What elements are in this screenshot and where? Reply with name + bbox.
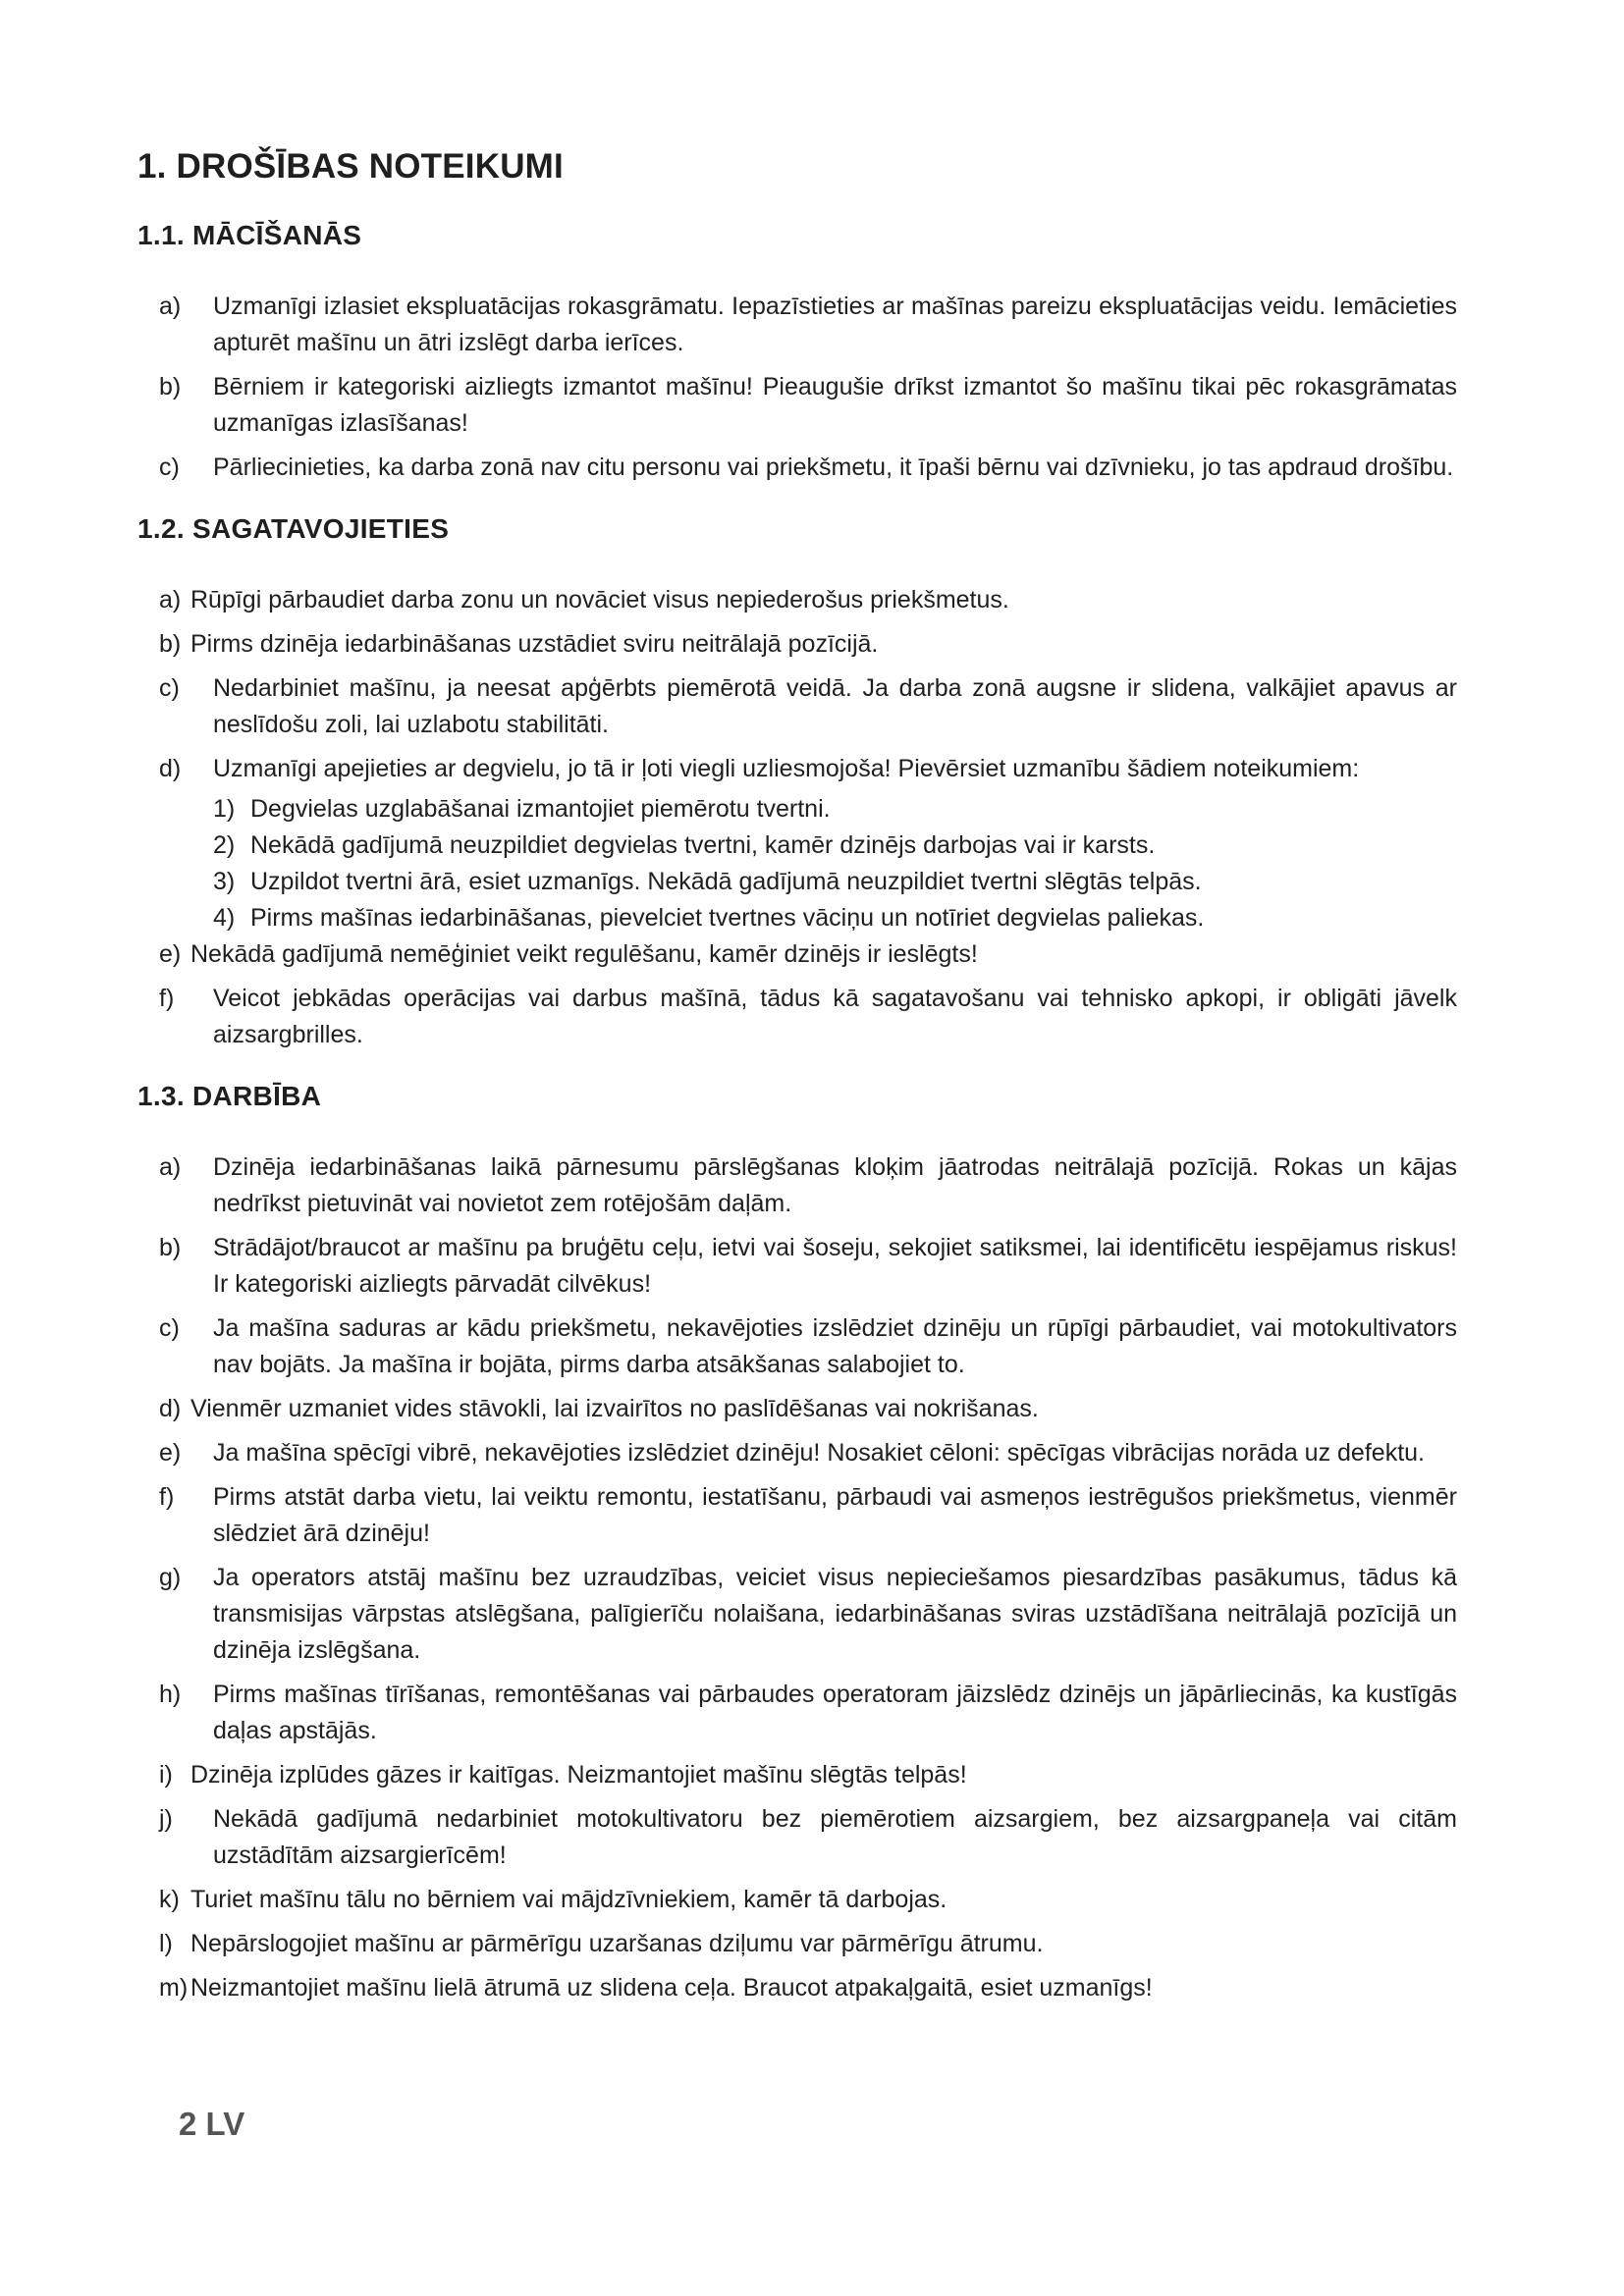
item-text: Rūpīgi pārbaudiet darba zonu un novāciet visus nepiederošus priekšmetus. <box>190 586 1009 614</box>
list-item <box>137 450 1457 486</box>
section-heading: 1.2. SAGATAVOJIETIES <box>137 513 450 544</box>
item-list <box>137 289 1457 486</box>
list-item <box>137 1435 1457 1471</box>
sub-item-text: Degvielas uzglabāšanai izmantojiet piemērotu tvertni. <box>250 795 831 823</box>
item-marker: j) <box>159 1805 173 1833</box>
list-item <box>137 981 1457 1053</box>
item-marker: i) <box>159 1761 173 1789</box>
item-text: Vienmēr uzmaniet vides stāvokli, lai izvairītos no paslīdēšanas vai nokrišanas. <box>190 1395 1039 1422</box>
item-text: Uzmanīgi izlasiet ekspluatācijas rokasgrāmatu. Iepazīstieties ar mašīnas pareizu ekspluatācijas veidu. Iemācieties apturēt mašīnu un ātri izslēgt darba ierīces. <box>213 293 1457 356</box>
item-text: Nepārslogojiet mašīnu ar pārmērīgu uzaršanas dziļumu var pārmērīgu ātrumu. <box>190 1930 1044 1957</box>
item-marker: a) <box>159 293 182 320</box>
item-marker: f) <box>159 985 175 1012</box>
list-item <box>137 1757 1457 1793</box>
item-marker: h) <box>159 1681 182 1708</box>
list-item <box>137 1677 1457 1749</box>
item-text: Uzmanīgi apejieties ar degvielu, jo tā ir ļoti viegli uzliesmojoša! Pievērsiet uzmanību šādiem noteikumiem: <box>213 755 1360 782</box>
sub-item-marker: 2) <box>213 831 236 859</box>
item-text: Pirms dzinēja iedarbināšanas uzstādiet sviru neitrālajā pozīcijā. <box>190 630 879 658</box>
list-item <box>137 1560 1457 1669</box>
item-text: Strādājot/braucot ar mašīnu pa bruģētu ceļu, ietvi vai šoseju, sekojiet satiksmei, lai identificētu iespējamus riskus! Ir kategoriski aizliegts pārvadāt cilvēkus! <box>213 1234 1457 1298</box>
item-marker: b) <box>159 1234 182 1261</box>
sub-item-marker: 3) <box>213 868 236 895</box>
item-marker: m) <box>159 1974 189 2002</box>
page-title: 1. DROŠĪBAS NOTEIKUMI <box>137 147 564 186</box>
sub-list-item <box>213 864 1457 900</box>
section-training <box>137 220 1457 486</box>
item-text: Nedarbiniet mašīnu, ja neesat apģērbts piemērotā veidā. Ja darba zonā augsne ir slidena, valkājiet apavus ar neslīdošu zoli, lai uzlabotu stabilitāti. <box>213 674 1457 738</box>
item-marker: d) <box>159 1395 182 1422</box>
item-marker: g) <box>159 1564 182 1591</box>
list-item <box>137 369 1457 442</box>
item-marker: d) <box>159 755 182 782</box>
item-marker: l) <box>159 1930 173 1957</box>
list-item <box>137 1882 1457 1918</box>
sub-list-item <box>213 791 1457 828</box>
section-preparation <box>137 513 1457 1053</box>
sub-list <box>137 791 1457 936</box>
item-marker: f) <box>159 1483 175 1511</box>
item-text: Pirms mašīnas tīrīšanas, remontēšanas vai pārbaudes operatoram jāizslēdz dzinējs un jāpārliecinās, ka kustīgās daļas apstājās. <box>213 1681 1457 1744</box>
item-list <box>137 1149 1457 2006</box>
item-text: Ja operators atstāj mašīnu bez uzraudzības, veiciet visus nepieciešamos piesardzības pasākumus, tādus kā transmisijas vārpstas atslēgšana, palīgierīču nolaišana, iedarbināšanas sviras uzstādīšana neitrālajā pozīcijā un dzinēja izslēgšana. <box>213 1564 1457 1664</box>
sub-item-marker: 4) <box>213 904 236 932</box>
list-item <box>137 582 1457 618</box>
list-item <box>137 1801 1457 1874</box>
item-list <box>137 582 1457 1053</box>
list-item <box>137 1391 1457 1427</box>
item-text: Dzinēja iedarbināšanas laikā pārnesumu pārslēgšanas kloķim jāatrodas neitrālajā pozīcijā. Rokas un kājas nedrīkst pietuvināt vai novietot zem rotējošām daļām. <box>213 1153 1457 1217</box>
document-page <box>137 147 1457 2034</box>
list-item <box>137 670 1457 743</box>
list-item <box>137 936 1457 973</box>
item-text: Nekādā gadījumā nedarbiniet motokultivatoru bez piemērotiem aizsargiem, bez aizsargpaneļa vai citām uzstādītām aizsargierīcēm! <box>213 1805 1457 1869</box>
sub-item-text: Nekādā gadījumā neuzpildiet degvielas tvertni, kamēr dzinējs darbojas vai ir karsts. <box>250 831 1156 859</box>
item-text: Bērniem ir kategoriski aizliegts izmantot mašīnu! Pieaugušie drīkst izmantot šo mašīnu tikai pēc rokasgrāmatas uzmanīgas izlasīšanas! <box>213 373 1457 437</box>
item-marker: c) <box>159 674 180 702</box>
list-item <box>137 1230 1457 1303</box>
list-item <box>137 1149 1457 1222</box>
item-marker: b) <box>159 373 182 400</box>
item-text: Dzinēja izplūdes gāzes ir kaitīgas. Neizmantojiet mašīnu slēgtās telpās! <box>190 1761 967 1789</box>
item-text: Ja mašīna saduras ar kādu priekšmetu, nekavējoties izslēdziet dzinēju un rūpīgi pārbaudiet, vai motokultivators nav bojāts. Ja mašīna ir bojāta, pirms darba atsākšanas salabojiet to. <box>213 1314 1457 1378</box>
list-item <box>137 1926 1457 1962</box>
sub-item-text: Pirms mašīnas iedarbināšanas, pievelciet tvertnes vāciņu un notīriet degvielas paliekas. <box>250 904 1205 932</box>
page-number: 2 LV <box>179 2106 245 2142</box>
list-item <box>137 1970 1457 2006</box>
sub-item-text: Uzpildot tvertni ārā, esiet uzmanīgs. Nekādā gadījumā neuzpildiet tvertni slēgtās telpās. <box>250 868 1202 895</box>
item-text: Ja mašīna spēcīgi vibrē, nekavējoties izslēdziet dzinēju! Nosakiet cēloni: spēcīgas vibrācijas norāda uz defektu. <box>213 1439 1425 1467</box>
item-marker: c) <box>159 1314 180 1342</box>
sub-list-item <box>213 828 1457 864</box>
item-marker: a) <box>159 1153 182 1181</box>
item-marker: e) <box>159 940 182 968</box>
list-item <box>137 1479 1457 1552</box>
list-item <box>137 626 1457 663</box>
item-text: Veicot jebkādas operācijas vai darbus mašīnā, tādus kā sagatavošanu vai tehnisko apkopi, ir obligāti jāvelk aizsargbrilles. <box>213 985 1457 1048</box>
list-item <box>137 751 1457 787</box>
item-text: Neizmantojiet mašīnu lielā ātrumā uz slidena ceļa. Braucot atpakaļgaitā, esiet uzmanīgs! <box>190 1974 1153 2002</box>
item-marker: a) <box>159 586 182 614</box>
item-text: Pārliecinieties, ka darba zonā nav citu personu vai priekšmetu, it īpaši bērnu vai dzīvnieku, jo tas apdraud drošību. <box>213 454 1454 481</box>
section-heading: 1.3. DARBĪBA <box>137 1081 322 1111</box>
item-marker: k) <box>159 1886 180 1913</box>
item-marker: c) <box>159 454 180 481</box>
sub-item-marker: 1) <box>213 795 236 823</box>
item-text: Nekādā gadījumā nemēģiniet veikt regulēšanu, kamēr dzinējs ir ieslēgts! <box>190 940 978 968</box>
list-item <box>137 289 1457 361</box>
section-operation <box>137 1081 1457 2006</box>
sub-list-item <box>213 900 1457 936</box>
item-marker: b) <box>159 630 182 658</box>
sub-list-wrapper <box>137 791 1457 936</box>
section-heading: 1.1. MĀCĪŠANĀS <box>137 220 362 250</box>
list-item <box>137 1310 1457 1383</box>
item-marker: e) <box>159 1439 182 1467</box>
item-text: Pirms atstāt darba vietu, lai veiktu remontu, iestatīšanu, pārbaudi vai asmeņos iestrēgušos priekšmetus, vienmēr slēdziet ārā dzinēju! <box>213 1483 1457 1547</box>
item-text: Turiet mašīnu tālu no bērniem vai mājdzīvniekiem, kamēr tā darbojas. <box>190 1886 947 1913</box>
